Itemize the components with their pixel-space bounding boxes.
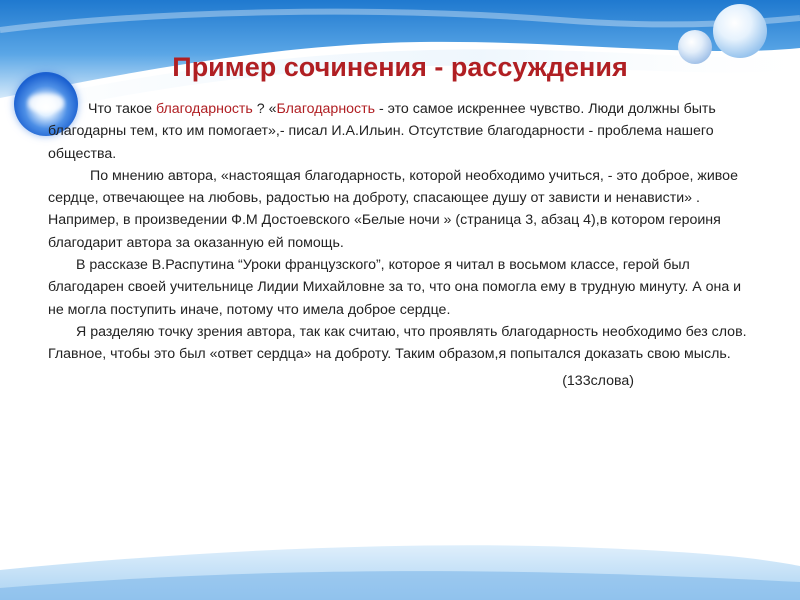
highlight-word-1: благодарность [155, 101, 253, 117]
paragraph-intro [48, 98, 748, 165]
intro-text-2: ? « [252, 101, 277, 117]
intro-text-1: Что такое [88, 101, 156, 117]
page-title: Пример сочинения - рассуждения [172, 52, 628, 82]
word-count: (133слова) [562, 372, 634, 389]
intro-text-3: - это самое искреннее чувство. Люди должны быть благодарны тем, кто им помогает»,- писал И.А.Ильин. Отсутствие благодарности - проблема нашего общества. [48, 101, 716, 162]
paragraph-conclusion: Я разделяю точку зрения автора, так как считаю, что проявлять благодарность необходимо без слов. Главное, чтобы это был «ответ сердца» на доброту. Таким образом,я попытался доказать свою мысль. [48, 323, 747, 363]
highlight-word-2: Благодарность [276, 101, 376, 117]
essay-body [48, 98, 748, 392]
bottom-wave-decoration [0, 530, 800, 600]
decorative-sphere-right [713, 4, 767, 58]
paragraph-argument-1: По мнению автора, «настоящая благодарность, которой необходимо учиться, - это доброе, живое сердце, отвечающее на любовь, радостью на доброту, спасающее душу от зависти и ненависти» . Например, в произведении Ф.М Достоевского «Белые ночи » (страница 3, абзац 4),в котором героиня благодарит автора за оказанную ей помощь. [48, 167, 738, 251]
paragraph-argument-2: В рассказе В.Распутина “Уроки французского”, которое я читал в восьмом классе, герой был благодарен своей учительнице Лидии Михайловне за то, что она помогла ему в трудную минуту. А она и не могла поступить иначе, потому что имела доброе сердце. [48, 257, 742, 318]
